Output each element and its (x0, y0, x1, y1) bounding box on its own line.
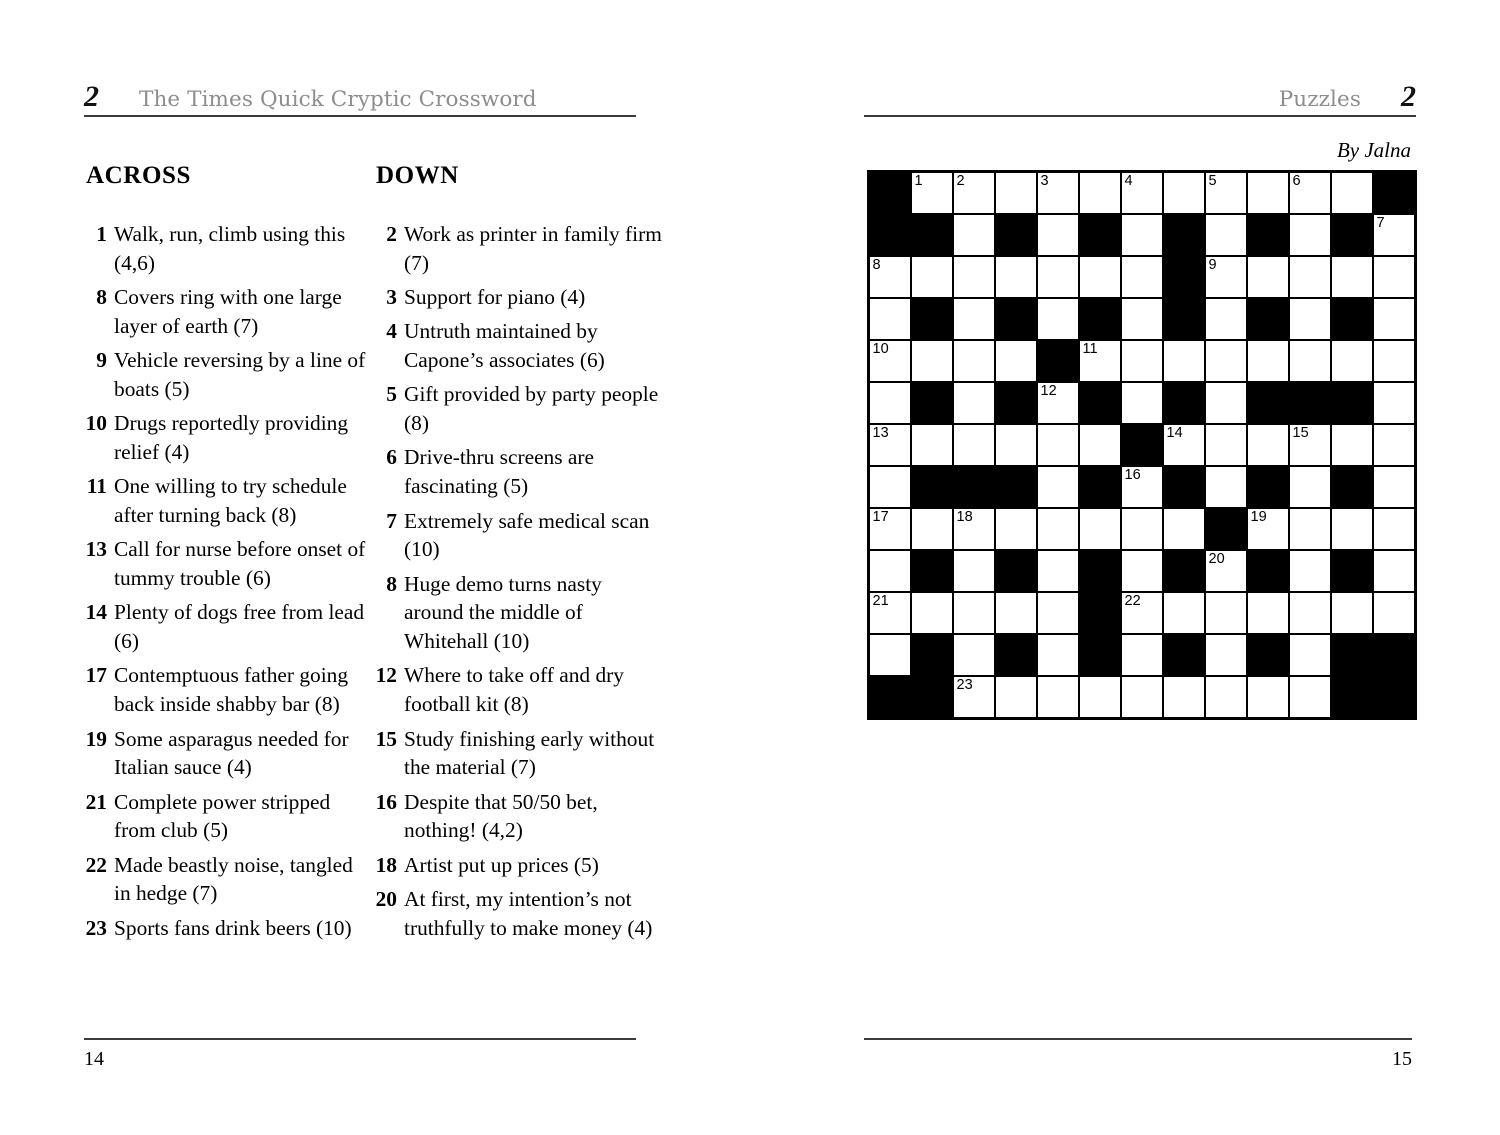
clue-down-18[interactable] (374, 851, 664, 880)
clue-across-19[interactable] (84, 725, 374, 783)
clue-text: Sports fans drink beers (10) (114, 915, 352, 940)
grid-cell[interactable] (1205, 172, 1247, 214)
grid-cell[interactable] (1247, 424, 1289, 466)
grid-cell-number: 16 (1124, 467, 1141, 483)
grid-cell-block (869, 676, 911, 718)
clue-text: Artist put up prices (5) (404, 852, 599, 877)
grid-cell[interactable] (1037, 508, 1079, 550)
grid-cell[interactable] (995, 508, 1037, 550)
right-page-number: 15 (1392, 1048, 1412, 1070)
grid-cell[interactable] (1289, 172, 1331, 214)
clue-across-1[interactable] (84, 220, 374, 278)
grid-cell[interactable] (1247, 172, 1289, 214)
clue-text: Some asparagus needed for Italian sauce (4) (114, 726, 349, 780)
grid-cell[interactable] (1121, 592, 1163, 634)
grid-cell-block (1079, 382, 1121, 424)
grid-cell[interactable] (1121, 298, 1163, 340)
grid-cell-block (1079, 592, 1121, 634)
grid-cell[interactable] (1373, 298, 1415, 340)
clues-container (84, 162, 664, 948)
grid-cell-block (869, 214, 911, 256)
grid-cell[interactable] (1373, 466, 1415, 508)
grid-cell[interactable] (1121, 466, 1163, 508)
grid-cell-number: 2 (956, 173, 965, 189)
grid-cell[interactable] (1373, 214, 1415, 256)
grid-cell-number: 18 (956, 509, 973, 525)
grid-cell[interactable] (1163, 340, 1205, 382)
grid-cell[interactable] (1289, 676, 1331, 718)
grid-cell[interactable] (1037, 592, 1079, 634)
down-heading: DOWN (376, 162, 459, 189)
grid-cell[interactable] (1205, 298, 1247, 340)
grid-cell[interactable] (1037, 256, 1079, 298)
grid-cell[interactable] (1037, 466, 1079, 508)
grid-cell[interactable] (1289, 466, 1331, 508)
across-clue-list (84, 220, 374, 942)
grid-cell[interactable] (1373, 550, 1415, 592)
grid-cell-block (1331, 214, 1373, 256)
clue-number: 1 (96, 222, 107, 246)
grid-cell[interactable] (869, 256, 911, 298)
clue-text: Contemptuous father going back inside shabby bar (8) (114, 663, 349, 717)
grid-cell-block (995, 382, 1037, 424)
grid-cell[interactable] (1205, 634, 1247, 676)
grid-cell[interactable] (1373, 424, 1415, 466)
grid-cell[interactable] (911, 424, 953, 466)
grid-cell[interactable] (1121, 634, 1163, 676)
grid-cell[interactable] (911, 508, 953, 550)
grid-cell-block (1079, 466, 1121, 508)
grid-cell-block (1247, 466, 1289, 508)
grid-cell[interactable] (911, 172, 953, 214)
grid-cell-block (1121, 424, 1163, 466)
right-footer (864, 1038, 1412, 1071)
grid-cell[interactable] (1163, 592, 1205, 634)
grid-cell-block (995, 634, 1037, 676)
grid-cell-block (1163, 214, 1205, 256)
grid-cell-block (911, 676, 953, 718)
grid-cell[interactable] (953, 256, 995, 298)
grid-cell-number: 10 (872, 341, 889, 357)
clue-text: Drugs reportedly providing relief (4) (114, 411, 349, 464)
right-running-head (864, 82, 1416, 117)
grid-cell[interactable] (1289, 550, 1331, 592)
clue-text: Study finishing early without the material (7) (404, 726, 655, 780)
grid-cell[interactable] (1373, 256, 1415, 298)
grid-cell-number: 20 (1208, 551, 1225, 567)
grid-cell[interactable] (995, 424, 1037, 466)
clue-number: 2 (386, 222, 397, 246)
clue-number: 16 (375, 789, 397, 814)
clue-text: Despite that 50/50 bet, nothing! (4,2) (404, 789, 598, 843)
grid-cell-block (1163, 256, 1205, 298)
grid-cell-block (1247, 298, 1289, 340)
clue-text: Made beastly noise, tangled in hedge (7) (114, 852, 353, 906)
grid-cell-block (1205, 508, 1247, 550)
clue-across-13[interactable] (84, 535, 374, 593)
clue-down-16[interactable] (374, 788, 664, 846)
grid-cell[interactable] (1163, 508, 1205, 550)
left-running-head (84, 82, 636, 117)
grid-cell-block (1079, 298, 1121, 340)
grid-cell-block (1163, 298, 1205, 340)
grid-cell[interactable] (1037, 214, 1079, 256)
clue-number: 17 (85, 663, 107, 688)
grid-cell-number: 3 (1040, 173, 1049, 189)
grid-cell[interactable] (1163, 424, 1205, 466)
right-folio-number: 2 (1401, 80, 1416, 113)
clue-across-11[interactable] (84, 472, 374, 530)
grid-cell-number: 22 (1124, 593, 1141, 609)
grid-cell[interactable] (1079, 508, 1121, 550)
grid-cell[interactable] (995, 592, 1037, 634)
grid-cell-number: 21 (872, 593, 889, 609)
crossword-grid[interactable] (867, 170, 1417, 720)
grid-cell-number: 9 (1208, 257, 1217, 273)
grid-cell[interactable] (911, 592, 953, 634)
clue-text: Extremely safe medical scan (10) (404, 508, 650, 562)
clue-text: Vehicle reversing by a line of boats (5) (114, 348, 366, 401)
grid-cell-block (1037, 340, 1079, 382)
grid-cell-number: 5 (1208, 173, 1217, 189)
grid-cell-block (1289, 382, 1331, 424)
grid-cell[interactable] (953, 634, 995, 676)
grid-cell[interactable] (1037, 634, 1079, 676)
grid-cell[interactable] (1289, 592, 1331, 634)
grid-cell[interactable] (1331, 172, 1373, 214)
grid-cell[interactable] (1289, 340, 1331, 382)
grid-cell-block (1079, 214, 1121, 256)
clue-down-12[interactable] (374, 661, 664, 719)
grid-cell[interactable] (869, 298, 911, 340)
grid-cell[interactable] (911, 256, 953, 298)
grid-cell-number: 1 (914, 173, 923, 189)
grid-cell-block (1247, 550, 1289, 592)
grid-cell[interactable] (953, 298, 995, 340)
grid-cell[interactable] (1205, 424, 1247, 466)
grid-cell-block (1373, 172, 1415, 214)
clue-text: Untruth maintained by Capone’s associates (6) (404, 319, 605, 373)
grid-cell-block (953, 466, 995, 508)
grid-cell[interactable] (1079, 172, 1121, 214)
grid-cell[interactable] (1079, 256, 1121, 298)
clue-text: Huge demo turns nasty around the middle of Whitehall (10) (404, 571, 602, 654)
grid-cell[interactable] (1331, 592, 1373, 634)
clue-number: 20 (375, 886, 397, 911)
grid-cell[interactable] (1121, 382, 1163, 424)
grid-cell-block (1331, 550, 1373, 592)
grid-cell[interactable] (1037, 382, 1079, 424)
clue-number: 12 (375, 663, 397, 688)
grid-cell[interactable] (953, 214, 995, 256)
grid-cell[interactable] (953, 340, 995, 382)
clue-text: One willing to try schedule after turning back (8) (114, 474, 347, 528)
clue-number: 14 (85, 600, 107, 625)
grid-cell[interactable] (1205, 466, 1247, 508)
grid-cell[interactable] (1079, 676, 1121, 718)
grid-cell-block (1373, 676, 1415, 718)
grid-cell[interactable] (869, 424, 911, 466)
grid-cell[interactable] (869, 382, 911, 424)
left-page-number: 14 (84, 1048, 104, 1070)
grid-cell[interactable] (1373, 508, 1415, 550)
clue-text: Plenty of dogs free from lead (6) (114, 600, 365, 654)
grid-cell-block (1247, 634, 1289, 676)
grid-cell[interactable] (995, 340, 1037, 382)
grid-cell-block (1331, 298, 1373, 340)
grid-cell[interactable] (1205, 340, 1247, 382)
left-footer (84, 1038, 636, 1071)
grid-cell-block (1163, 382, 1205, 424)
grid-cell[interactable] (1289, 298, 1331, 340)
grid-cell-block (995, 550, 1037, 592)
clue-number: 22 (85, 852, 107, 877)
clue-number: 10 (85, 411, 107, 436)
grid-cell[interactable] (1247, 592, 1289, 634)
across-heading: ACROSS (86, 162, 192, 189)
grid-cell[interactable] (953, 550, 995, 592)
left-header-title: The Times Quick Cryptic Crossword (139, 87, 537, 112)
grid-cell[interactable] (1163, 172, 1205, 214)
grid-cell-block (911, 550, 953, 592)
grid-cell-block (995, 214, 1037, 256)
clue-number: 5 (386, 382, 397, 407)
clue-text: Walk, run, climb using this (4,6) (114, 222, 346, 275)
clue-text: At first, my intention’s not truthfully to make money (4) (404, 886, 653, 940)
grid-cell[interactable] (1205, 256, 1247, 298)
grid-cell[interactable] (1289, 634, 1331, 676)
grid-cell-block (911, 214, 953, 256)
down-column (374, 162, 664, 948)
grid-cell[interactable] (1037, 298, 1079, 340)
clue-number: 15 (375, 726, 397, 751)
clue-number: 11 (86, 474, 107, 499)
grid-cell[interactable] (1247, 256, 1289, 298)
grid-cell[interactable] (953, 424, 995, 466)
grid-cell[interactable] (1289, 424, 1331, 466)
grid-cell-number: 12 (1040, 383, 1057, 399)
clue-down-4[interactable] (374, 317, 664, 375)
clue-text: Call for nurse before onset of tummy trouble (6) (114, 537, 366, 591)
clue-down-20[interactable] (374, 885, 664, 943)
grid-cell[interactable] (1205, 214, 1247, 256)
grid-cell[interactable] (1289, 508, 1331, 550)
clue-number: 21 (85, 789, 107, 814)
clue-number: 4 (386, 319, 397, 344)
clue-down-2[interactable] (374, 220, 664, 278)
grid-cell[interactable] (1373, 592, 1415, 634)
grid-cell[interactable] (1289, 214, 1331, 256)
clue-down-3[interactable] (374, 283, 664, 312)
clue-text: Complete power stripped from club (5) (114, 789, 331, 843)
grid-cell[interactable] (1037, 424, 1079, 466)
clue-text: Where to take off and dry football kit (8) (404, 663, 624, 717)
puzzle-byline: By Jalna (1336, 138, 1411, 162)
grid-cell[interactable] (911, 340, 953, 382)
grid-cell-number: 7 (1376, 215, 1385, 231)
clue-down-7[interactable] (374, 507, 664, 565)
clue-across-22[interactable] (84, 851, 374, 909)
clue-text: Drive-thru screens are fascinating (5) (404, 445, 595, 499)
grid-cell-block (911, 634, 953, 676)
grid-cell[interactable] (995, 256, 1037, 298)
grid-cell-block (1331, 676, 1373, 718)
clue-number: 8 (96, 285, 107, 310)
clue-across-9[interactable] (84, 346, 374, 404)
clue-down-6[interactable] (374, 443, 664, 501)
grid-cell[interactable] (1121, 676, 1163, 718)
grid-cell[interactable] (1247, 676, 1289, 718)
clue-number: 9 (96, 348, 107, 373)
across-column (84, 162, 374, 948)
clue-number: 8 (386, 571, 397, 596)
grid-cell-number: 19 (1250, 509, 1267, 525)
grid-cell[interactable] (1205, 592, 1247, 634)
grid-cell[interactable] (1121, 256, 1163, 298)
clue-text: Gift provided by party people (8) (404, 382, 659, 436)
grid-cell-number: 8 (872, 257, 881, 273)
grid-cell[interactable] (1121, 340, 1163, 382)
grid-cell[interactable] (1037, 550, 1079, 592)
grid-cell[interactable] (1037, 172, 1079, 214)
grid-cell[interactable] (953, 676, 995, 718)
clue-down-8[interactable] (374, 570, 664, 656)
clue-across-17[interactable] (84, 661, 374, 719)
clue-number: 6 (386, 445, 397, 470)
grid-cell-number: 4 (1124, 173, 1133, 189)
grid-cell[interactable] (1331, 508, 1373, 550)
grid-cell[interactable] (869, 592, 911, 634)
grid-cell[interactable] (1121, 214, 1163, 256)
clue-text: Work as printer in family firm (7) (404, 222, 662, 275)
grid-cell[interactable] (1121, 550, 1163, 592)
grid-cell[interactable] (1247, 508, 1289, 550)
grid-cell[interactable] (1373, 382, 1415, 424)
grid-cell-number: 15 (1292, 425, 1309, 441)
grid-cell[interactable] (1121, 508, 1163, 550)
clue-across-8[interactable] (84, 283, 374, 341)
grid-cell[interactable] (869, 550, 911, 592)
clue-down-5[interactable] (374, 380, 664, 438)
grid-cell-number: 23 (956, 677, 973, 693)
grid-cell[interactable] (995, 172, 1037, 214)
grid-cell[interactable] (1163, 676, 1205, 718)
grid-cell-block (995, 466, 1037, 508)
grid-cell[interactable] (869, 340, 911, 382)
grid-cell-block (995, 298, 1037, 340)
clue-number: 19 (85, 726, 107, 751)
grid-cell-block (1331, 382, 1373, 424)
grid-cell-block (1331, 466, 1373, 508)
grid-cell[interactable] (1121, 172, 1163, 214)
grid-cell-number: 17 (872, 509, 889, 525)
grid-cell[interactable] (869, 508, 911, 550)
grid-cell[interactable] (1079, 340, 1121, 382)
grid-cell[interactable] (1331, 256, 1373, 298)
left-folio-number: 2 (84, 80, 99, 113)
grid-cell[interactable] (869, 466, 911, 508)
grid-cell-block (911, 466, 953, 508)
clue-across-21[interactable] (84, 788, 374, 846)
grid-cell[interactable] (953, 592, 995, 634)
clue-text: Support for piano (4) (404, 285, 586, 310)
grid-cell-number: 14 (1166, 425, 1183, 441)
grid-cell[interactable] (1079, 424, 1121, 466)
grid-cell[interactable] (953, 508, 995, 550)
grid-cell-number: 13 (872, 425, 889, 441)
clue-number: 23 (85, 915, 107, 940)
grid-cell-block (1247, 214, 1289, 256)
grid-cell[interactable] (953, 172, 995, 214)
grid-cell-number: 11 (1082, 341, 1098, 357)
grid-cell[interactable] (1331, 340, 1373, 382)
grid-cell-block (1079, 634, 1121, 676)
down-clue-list (374, 220, 664, 942)
grid-cell[interactable] (1037, 676, 1079, 718)
grid-cell-block (1163, 466, 1205, 508)
grid-cell-block (1079, 550, 1121, 592)
clue-across-23[interactable] (84, 914, 374, 943)
grid-cell[interactable] (1205, 550, 1247, 592)
grid-cell-block (1331, 634, 1373, 676)
grid-cell[interactable] (1289, 256, 1331, 298)
grid-cell[interactable] (1205, 382, 1247, 424)
clue-number: 3 (386, 285, 397, 310)
grid-cell-block (869, 172, 911, 214)
grid-cell-block (911, 298, 953, 340)
clue-down-15[interactable] (374, 725, 664, 783)
grid-cell-number: 6 (1292, 173, 1301, 189)
grid-cell[interactable] (1205, 676, 1247, 718)
clue-number: 18 (375, 852, 397, 877)
right-header-title: Puzzles (1278, 87, 1361, 112)
grid-cell[interactable] (1373, 340, 1415, 382)
grid-cell[interactable] (869, 634, 911, 676)
clue-number: 7 (386, 508, 397, 533)
grid-cell-block (1373, 634, 1415, 676)
clue-across-10[interactable] (84, 409, 374, 467)
clue-number: 13 (85, 537, 107, 562)
grid-cell-block (1247, 382, 1289, 424)
grid-cell-block (911, 382, 953, 424)
grid-cell-block (1163, 550, 1205, 592)
clue-text: Covers ring with one large layer of earth (7) (114, 285, 342, 338)
grid-cell[interactable] (995, 676, 1037, 718)
grid-cell-block (1163, 634, 1205, 676)
grid-cell[interactable] (1247, 340, 1289, 382)
grid-cell[interactable] (953, 382, 995, 424)
clue-across-14[interactable] (84, 598, 374, 656)
grid-cell[interactable] (1331, 424, 1373, 466)
